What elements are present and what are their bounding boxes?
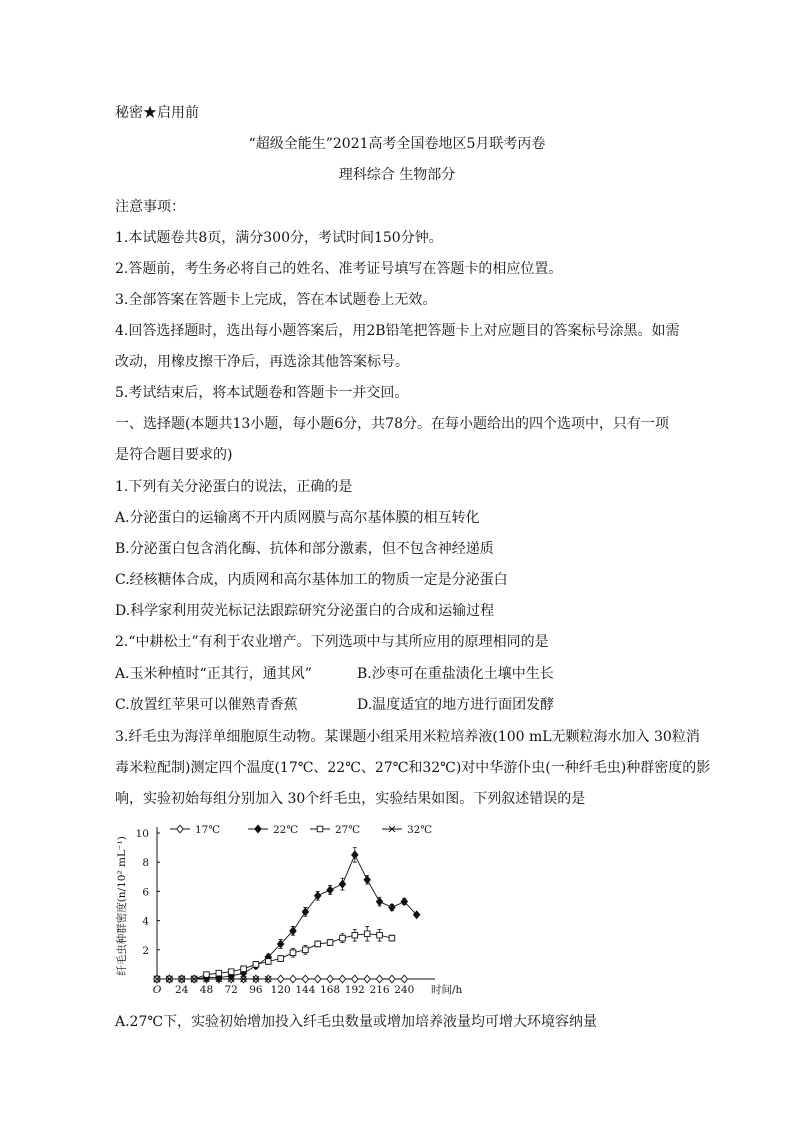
section-heading-cont: 是符合题目要求的) [115, 447, 233, 463]
data-point [352, 932, 358, 938]
data-point [389, 935, 395, 941]
q3-stem-2: 毒米粒配制)测定四个温度(17℃、22℃、27℃和32℃)对中华游仆虫(一种纤毛虫)种群密度的影 [115, 760, 711, 776]
data-point [339, 975, 345, 983]
legend-marker [255, 825, 261, 833]
notice-item-4: 4.回答选择题时，选出每小题答案后，用2B铅笔把答题卡上对应题目的答案标号涂黑。如需 [115, 323, 680, 339]
section-heading: 一、选择题(本题共13小题，每小题6分，共78分。在每小题给出的四个选项中，只有一项 [115, 416, 669, 432]
exam-title: “超级全能生”2021高考全国卷地区5月联考丙卷 [248, 136, 546, 152]
y-axis-label: 纤毛虫种群密度(n/10² mL⁻¹) [116, 836, 128, 976]
data-point [265, 959, 271, 965]
q3-stem-3: 响，实验初始每组分别加入 30个纤毛虫，实验结果如图。下列叙述错误的是 [115, 791, 586, 807]
legend-marker [177, 825, 183, 833]
q2-option-a: A.玉米种植时“正其行，通其风” [115, 666, 312, 682]
data-point [339, 880, 345, 888]
data-point [277, 975, 283, 983]
legend-marker [317, 826, 323, 832]
data-point [327, 975, 333, 983]
chart-svg [110, 815, 470, 1005]
data-point [352, 851, 358, 859]
x-tick-label: 96 [249, 984, 263, 996]
data-point [377, 932, 383, 938]
data-point [364, 931, 370, 937]
data-point [376, 898, 382, 906]
x-tick-label: 72 [224, 984, 238, 996]
x-tick-label: O [152, 984, 162, 996]
x-axis-label: 时间/h [431, 984, 463, 996]
data-point [364, 876, 370, 884]
y-tick-label: 8 [142, 857, 149, 870]
data-point [253, 962, 259, 968]
data-point [302, 975, 308, 983]
data-point [340, 935, 346, 941]
x-tick-label: 144 [295, 984, 316, 996]
q2-option-d: D.温度适宜的地方进行面团发酵 [357, 697, 555, 713]
q1-option-d: D.科学家利用荧光标记法跟踪研究分泌蛋白的合成和运输过程 [115, 603, 495, 619]
notice-item-5: 5.考试结束后，将本试题卷和答题卡一并交回。 [115, 385, 409, 401]
q3-option-a: A.27℃下，实验初始增加投入纤毛虫数量或增加培养液量均可增大环境容纳量 [115, 1014, 598, 1030]
x-tick-label: 240 [394, 984, 415, 996]
notice-item-2: 2.答题前，考生务必将自己的姓名、准考证号填写在答题卡的相应位置。 [115, 261, 563, 277]
notice-heading: 注意事项： [115, 199, 185, 215]
legend-label: 22℃ [273, 824, 299, 836]
series-line-2 [157, 934, 392, 979]
data-point [315, 941, 321, 947]
data-point [327, 940, 333, 946]
y-tick-label: 2 [142, 944, 149, 957]
data-point [303, 947, 309, 953]
q2-stem: 2.“中耕松土”有利于农业增产。下列选项中与其所应用的原理相同的是 [115, 634, 549, 650]
q3-stem-1: 3.纤毛虫为海洋单细胞原生动物。某课题小组采用米粒培养液(100 mL无颗粒海水加入 30粒消 [115, 729, 700, 745]
x-tick-label: 192 [344, 984, 365, 996]
series-line-1 [157, 855, 417, 979]
data-point [389, 975, 395, 983]
data-point [228, 969, 234, 975]
data-point [216, 970, 222, 976]
data-point [352, 975, 358, 983]
x-tick-label: 168 [320, 984, 341, 996]
legend-label: 17℃ [195, 824, 221, 836]
data-point [290, 950, 296, 956]
data-point [376, 975, 382, 983]
data-point [364, 975, 370, 983]
y-tick-label: 10 [135, 828, 149, 840]
data-point [241, 966, 247, 972]
notice-item-4-cont: 改动，用橡皮擦干净后，再选涂其他答案标号。 [115, 354, 409, 370]
legend-label: 27℃ [335, 824, 361, 836]
q2-option-c: C.放置红苹果可以催熟青香蕉 [115, 697, 298, 713]
population-density-chart [110, 815, 470, 1005]
y-tick-label: 4 [142, 915, 149, 928]
data-point [389, 904, 395, 912]
notice-item-3: 3.全部答案在答题卡上完成，答在本试题卷上无效。 [115, 292, 437, 308]
notice-item-1: 1.本试题卷共8页，满分300分，考试时间150分钟。 [115, 230, 443, 246]
y-tick-label: 6 [142, 886, 149, 899]
q1-option-c: C.经核糖体合成，内质网和高尔基体加工的物质一定是分泌蛋白 [115, 572, 508, 588]
x-tick-label: 216 [369, 984, 390, 996]
secret-label: 秘密★启用前 [115, 105, 199, 121]
data-point [278, 956, 284, 962]
q2-option-b: B.沙枣可在重盐渍化土壤中生长 [357, 666, 554, 682]
q1-option-b: B.分泌蛋白包含消化酶、抗体和部分激素，但不包含神经递质 [115, 541, 494, 557]
x-tick-label: 24 [175, 984, 189, 996]
data-point [327, 886, 333, 894]
q1-stem: 1.下列有关分泌蛋白的说法，正确的是 [115, 479, 353, 495]
data-point [315, 975, 321, 983]
x-tick-label: 120 [270, 984, 291, 996]
x-tick-label: 48 [199, 984, 214, 996]
legend-label: 32℃ [407, 824, 433, 836]
data-point [290, 975, 296, 983]
data-point [401, 975, 407, 983]
exam-subtitle: 理科综合 生物部分 [338, 167, 456, 183]
q1-option-a: A.分泌蛋白的运输离不开内质网膜与高尔基体膜的相互转化 [115, 510, 480, 526]
